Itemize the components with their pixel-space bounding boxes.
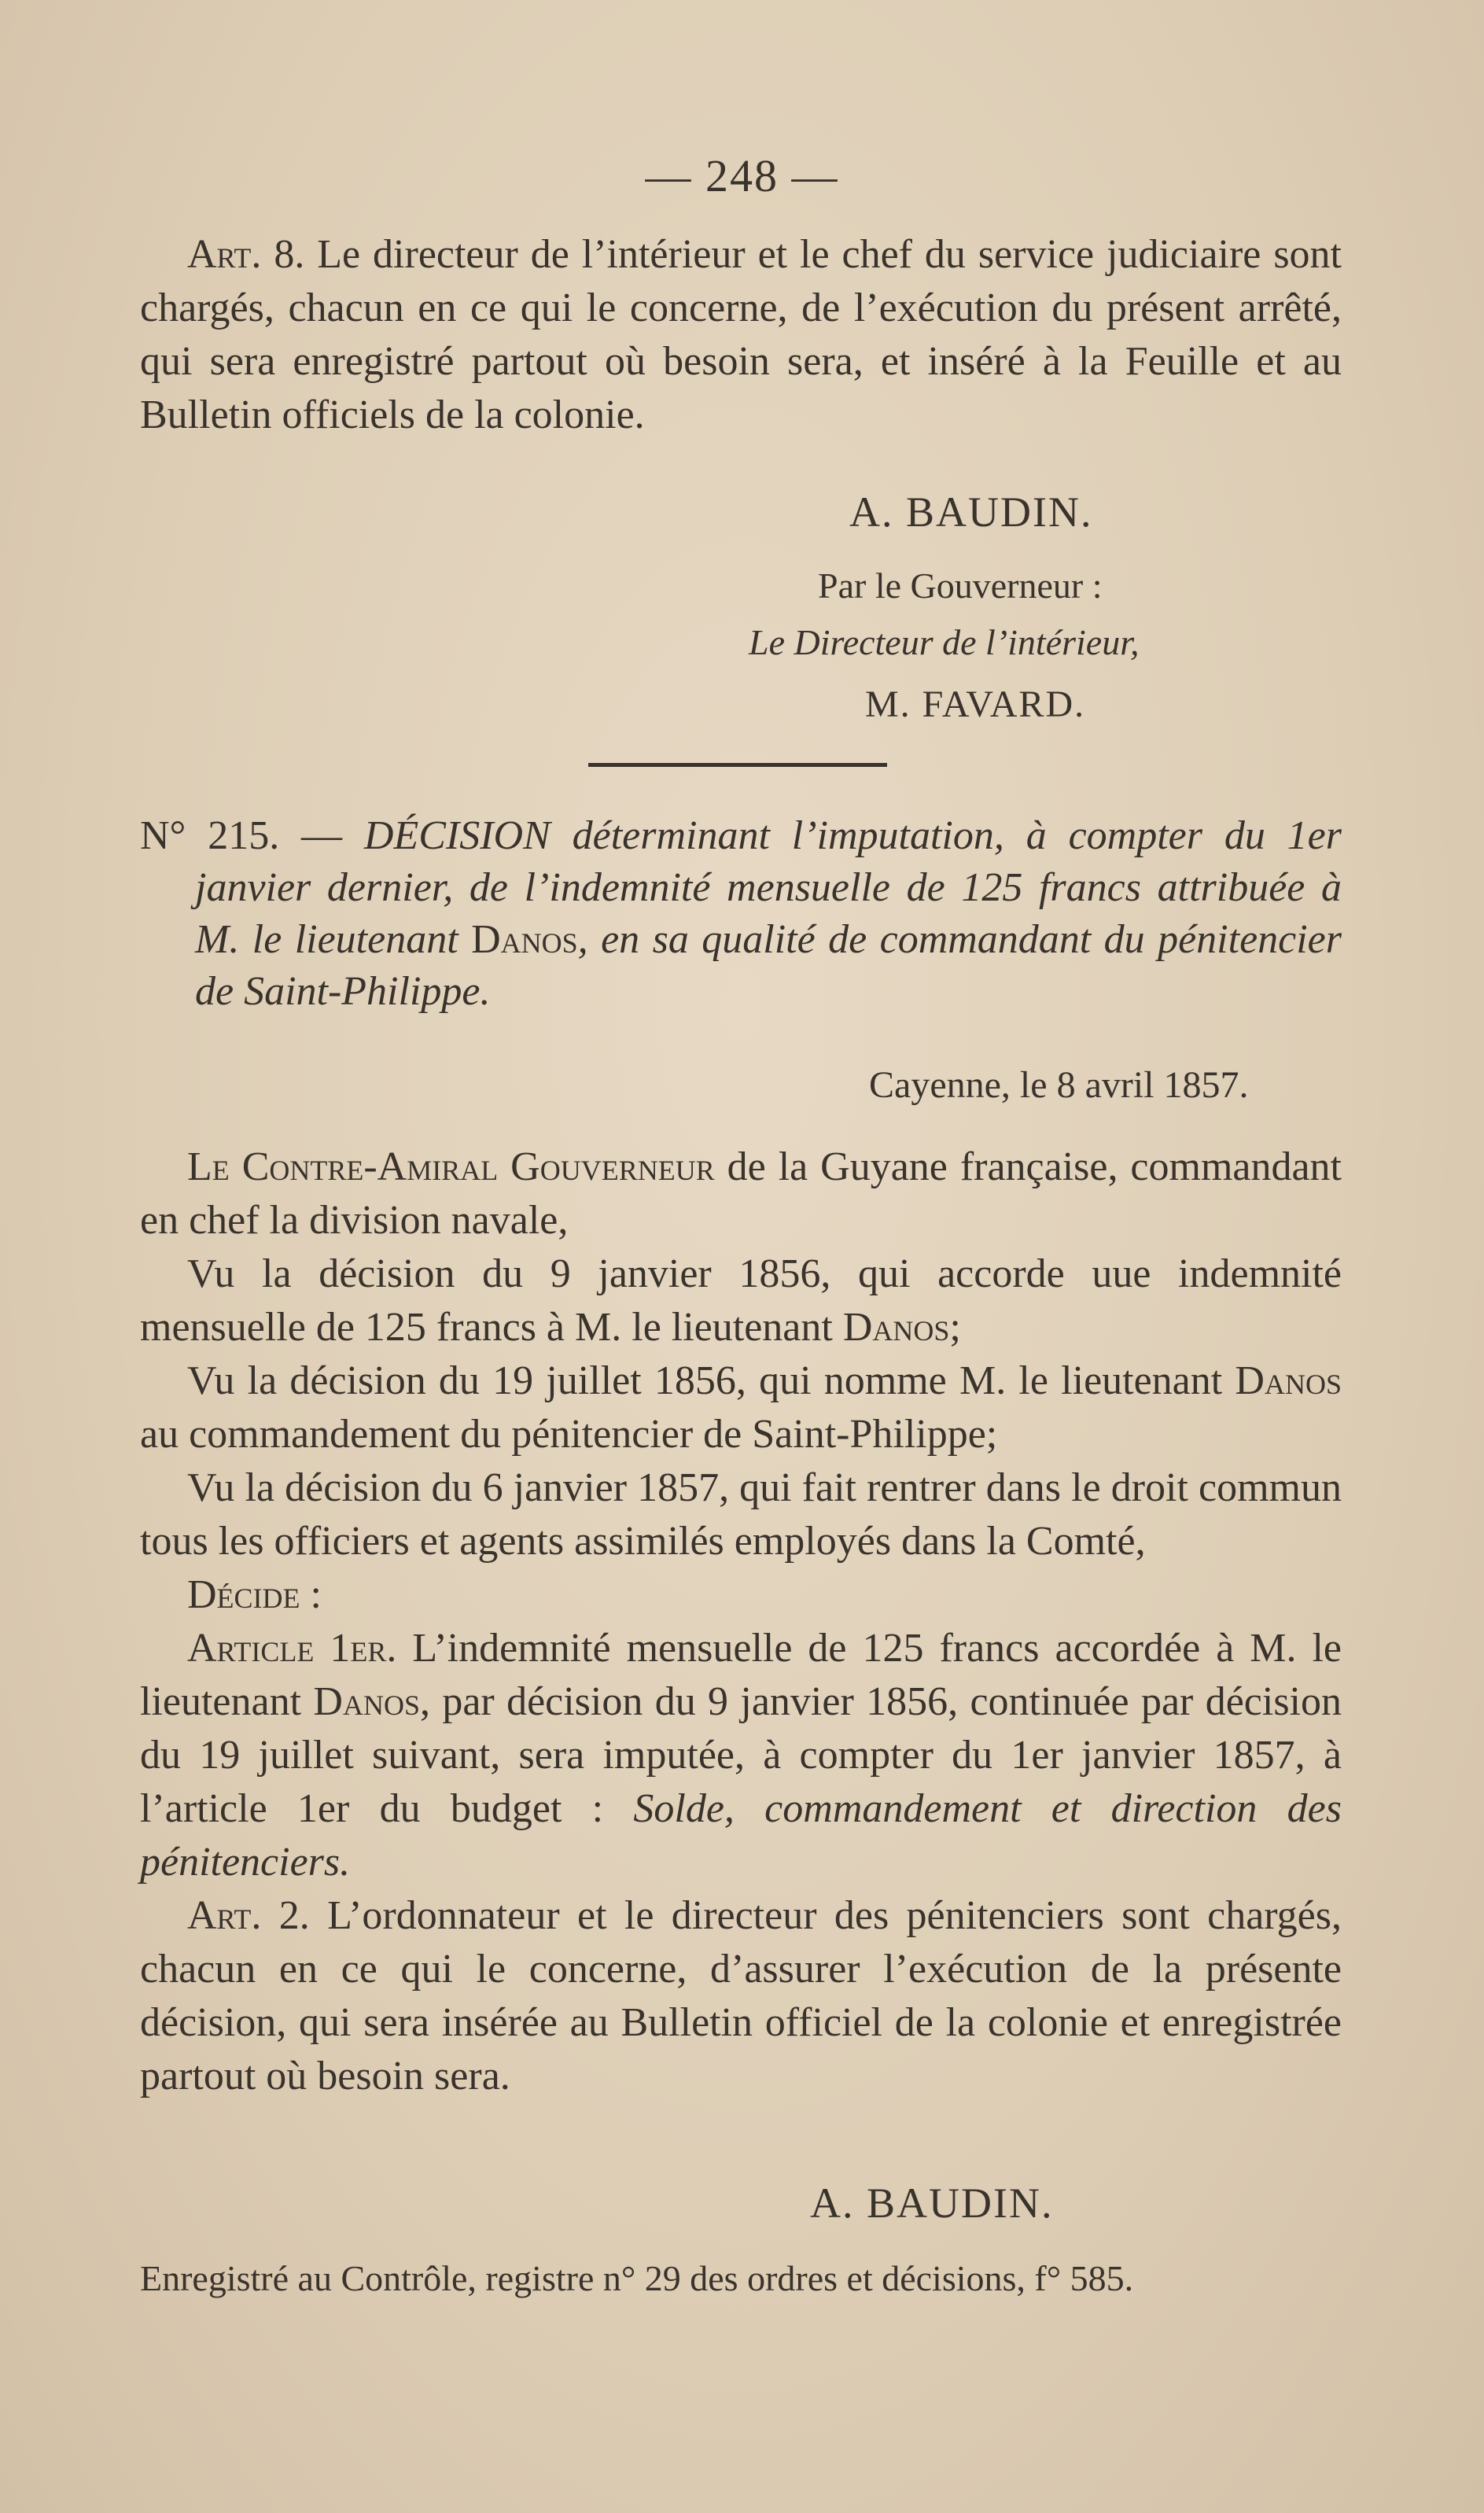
vu-3-a: Vu la décision du 6 janvier 1857, qui fait rentrer dans le droit commun tous les officiers et agents assimilés employés dans la Comté, <box>140 1465 1342 1564</box>
vu-1 <box>140 1247 1342 1354</box>
place-date: Cayenne, le 8 avril 1857. <box>869 1064 1249 1106</box>
signature-official: M. FAVARD. <box>865 684 1086 725</box>
article-label: Art. <box>187 232 262 277</box>
preamble-lead: Le Contre-Amiral Gouverneur <box>187 1144 715 1189</box>
article-1-b: , par décision du 9 janvier 1856, continuée par décision du 19 juillet suivant, sera imputée, à compter du 1er janvier 1857, à l’article 1er du budget : <box>140 1679 1342 1831</box>
article-8 <box>140 228 1342 442</box>
article-2-lead: Art. <box>187 1893 262 1938</box>
signature-par: Par le Gouverneur : <box>818 566 1103 606</box>
decision-body <box>140 1140 1342 2103</box>
decide-label: Décide : <box>187 1572 322 1617</box>
decision-heading-a: DÉCISION déterminant l’imputation, à compter du 1er janvier dernier, de l’indemnité mensuelle de 125 francs attribuée à M. le lieutenant <box>195 813 1342 962</box>
vu-1-name: Danos <box>842 1305 950 1350</box>
registration-note: Enregistré au Contrôle, registre n° 29 des ordres et décisions, f° 585. <box>140 2258 1134 2298</box>
vu-2-name: Danos <box>1235 1358 1342 1403</box>
decision-heading-name: Danos <box>471 917 578 962</box>
signature-title: Le Directeur de l’intérieur, <box>749 622 1140 662</box>
vu-1-b: ; <box>949 1305 961 1350</box>
signature-name: A. BAUDIN. <box>849 488 1093 536</box>
article-1-budget: Solde, commandement et direction des pénitenciers. <box>140 1786 1342 1885</box>
article-1-a: L’indemnité mensuelle de 125 francs accordée à M. le lieutenant <box>140 1626 1342 1724</box>
preamble-text: de la Guyane française, commandant en chef la division navale, <box>140 1144 1342 1243</box>
section-divider <box>588 763 887 767</box>
article-1 <box>140 1622 1342 1889</box>
article-2-text: 2. L’ordonnateur et le directeur des pénitenciers sont chargés, chacun en ce qui le concerne, d’assurer l’exécution de la présente décision, qui sera insérée au Bulletin officiel de la colonie et enregistrée partout où besoin sera. <box>140 1893 1342 2098</box>
vu-3 <box>140 1461 1342 1568</box>
vu-2-b: au commandement du pénitencier de Saint-Philippe; <box>140 1412 998 1457</box>
article-2 <box>140 1889 1342 2103</box>
decision-heading <box>140 810 1342 1018</box>
page-number: — 248 — <box>645 150 839 201</box>
preamble <box>140 1140 1342 1247</box>
decision-number: N° 215. — <box>140 813 364 858</box>
article-1-lead: Article 1er. <box>187 1626 397 1671</box>
vu-1-a: Vu la décision du 9 janvier 1856, qui accorde uue indemnité mensuelle de 125 francs à M. le lieutenant <box>140 1251 1342 1350</box>
vu-2 <box>140 1354 1342 1461</box>
article-text: 8. Le directeur de l’intérieur et le chef du service judiciaire sont chargés, chacun en ce qui le concerne, de l’exécution du présent arrêté, qui sera enregistré partout où besoin sera, et inséré à la Feuille et au Bulletin officiels de la colonie. <box>140 232 1342 437</box>
decision-heading-b: , en sa qualité de commandant du pénitencier de Saint-Philippe. <box>195 917 1342 1014</box>
signature-2: A. BAUDIN. <box>810 2180 1054 2227</box>
article-1-name: Danos <box>313 1679 420 1724</box>
vu-2-a: Vu la décision du 19 juillet 1856, qui nomme M. le lieutenant <box>187 1358 1235 1403</box>
